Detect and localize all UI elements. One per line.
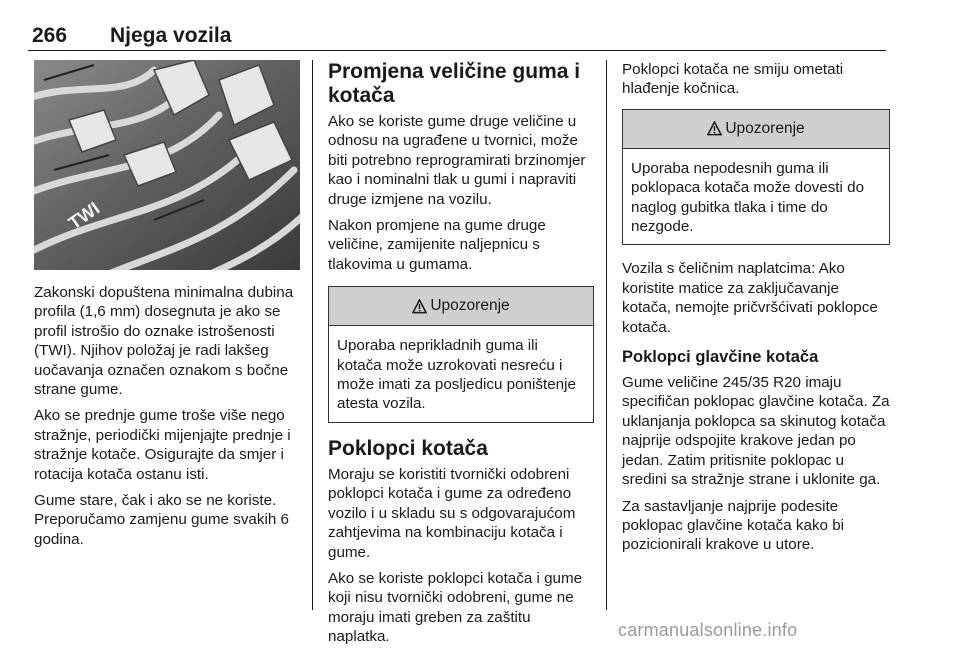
- paragraph: Zakonski dopuštena minimalna dubina profila (1,6 mm) dosegnuta je ako se profil istrošio do oznake istrošenosti (TWI). Njihov položaj je radi lakšeg uočavanja označen oznakom s bočne strane gume.: [34, 284, 294, 399]
- page-header: [28, 22, 886, 51]
- tire-tread-illustration: [34, 60, 300, 270]
- chapter-title: Njega vozila: [110, 24, 232, 47]
- page-number: 266: [32, 24, 68, 47]
- paragraph: Nakon promjene na gume druge veličine, zamijenite naljepnicu s tlakovima u gumama.: [328, 217, 546, 273]
- warning-title: Upozorenje: [430, 297, 510, 315]
- paragraph: Gume veličine 245/35 R20 imaju specifičan poklopac glavčine kotača. Za uklanjanja poklopca sa skinutog kotača najprije odspojite krakove jedan po jedan. Zatim pritisnite poklopac u sredini sa stražnje strane i uklonite ga.: [622, 374, 890, 489]
- twi-label: TWI: [64, 197, 104, 234]
- paragraph: Gume stare, čak i ako se ne koriste. Preporučamo zamjenu gume svakih 6 godina.: [34, 492, 289, 548]
- warning-triangle-icon: [412, 299, 427, 314]
- paragraph: Ako se koriste gume druge veličine u odnosu na ugrađene u tvornici, može biti potrebno reprogramirati brzinomjer kao i nominalni tlak u gumi i napraviti druge izmjene na vozilu.: [328, 113, 586, 208]
- warning-triangle-icon: [707, 121, 722, 136]
- warning-text: Uporaba neprikladnih guma ili kotača može uzrokovati nesreću i može imati za posljedicu poništenje atesta vozila.: [337, 337, 576, 413]
- paragraph: Ako se prednje gume troše više nego stražnje, periodički mijenjajte prednje i stražnje kotače. Osigurajte da smjer i rotacija kotača ostanu isti.: [34, 407, 291, 483]
- warning-body: [623, 149, 889, 245]
- warning-header: [329, 287, 593, 326]
- column-divider-2: [606, 60, 607, 610]
- warning-header: [623, 110, 889, 149]
- warning-text: Uporaba nepodesnih guma ili poklopaca kotača može dovesti do naglog gubitka tlaka i time do nezgode.: [631, 159, 865, 236]
- paragraph: Vozila s čeličnim naplatcima: Ako koristite matice za zaključavanje kotača, nemojte pričvršćivati poklopce kotača.: [622, 260, 878, 336]
- warning-box: [622, 109, 890, 246]
- column-3: [622, 60, 890, 562]
- paragraph: Poklopci kotača ne smiju ometati hlađenje kočnica.: [622, 61, 844, 98]
- section-heading: Poklopci kotača: [328, 436, 488, 460]
- paragraph: Moraju se koristiti tvornički odobreni poklopci kotača i gume za određeno vozilo i u skladu su s odgovarajućom zahtjevima na kombinaciju kotača i gume.: [328, 465, 576, 561]
- column-2: [328, 60, 594, 654]
- subsection-heading: Poklopci glavčine kotača: [622, 348, 819, 367]
- warning-box: [328, 286, 594, 423]
- paragraph: Za sastavljanje najprije podesite poklopac glavčine kotača kako bi pozicionirali krakove u utore.: [622, 497, 845, 554]
- warning-body: [329, 326, 593, 422]
- paragraph: Ako se koriste poklopci kotača i gume koji nisu tvornički odobreni, gume ne moraju imati greben za zaštitu naplatka.: [328, 569, 583, 646]
- column-1: [34, 60, 300, 556]
- section-heading: Promjena veličine guma i kotača: [328, 60, 581, 107]
- warning-title: Upozorenje: [725, 119, 805, 137]
- column-divider-1: [312, 60, 313, 610]
- watermark: carmanualsonline.info: [618, 620, 798, 640]
